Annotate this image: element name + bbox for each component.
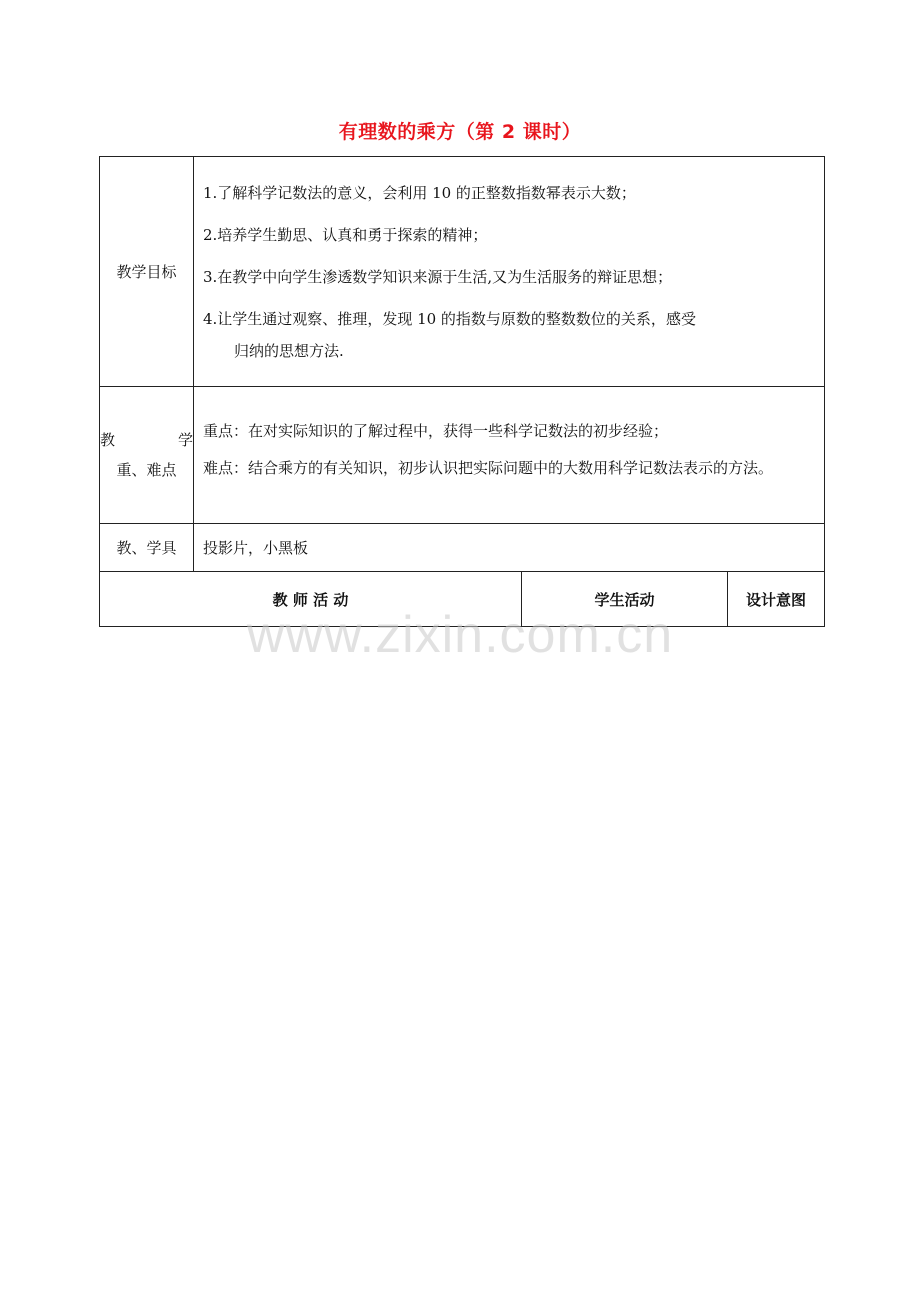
objective-item: 2.培养学生勤思、认真和勇于探索的精神；	[203, 225, 488, 244]
tools-row	[100, 524, 825, 572]
objectives-label: 教学目标	[100, 157, 194, 387]
objectives-content	[194, 157, 825, 387]
watermark: www.zixin.com.cn	[246, 606, 674, 664]
objective-item: 1.了解科学记数法的意义，会利用 10 的正整数指数幂表示大数；	[203, 183, 636, 202]
difficulty: 难点：结合乘方的有关知识，初步认识把实际问题中的大数用科学记数法表示的方法。	[203, 458, 774, 477]
objective-item: 3.在教学中向学生渗透数学知识来源于生活,又为生活服务的辩证思想；	[203, 267, 673, 286]
focus-label-line1	[100, 425, 193, 455]
design-intent-header: 设计意图	[728, 572, 825, 627]
key-point: 重点：在对实际知识的了解过程中，获得一些科学记数法的初步经验；	[203, 421, 669, 440]
focus-label	[100, 387, 194, 524]
focus-label-char: 学	[177, 431, 193, 449]
page-title: 有理数的乘方（第 2 课时）	[338, 121, 582, 143]
activity-header-row	[100, 572, 825, 627]
objective-item-continuation: 归纳的思想方法.	[234, 341, 344, 360]
student-activity-header: 学生活动	[522, 572, 728, 627]
tools-label: 教、学具	[100, 524, 194, 572]
focus-row	[100, 387, 825, 524]
focus-label-line2: 重、难点	[116, 461, 177, 479]
focus-content	[194, 387, 825, 524]
teacher-activity-header: 教 师 活 动	[100, 572, 522, 627]
lesson-plan-table	[99, 156, 825, 627]
tools-value: 投影片，小黑板	[194, 524, 825, 572]
focus-label-char: 教	[100, 431, 116, 449]
objective-item: 4.让学生通过观察、推理，发现 10 的指数与原数的整数数位的关系，感受	[203, 309, 696, 328]
objectives-row	[100, 157, 825, 387]
